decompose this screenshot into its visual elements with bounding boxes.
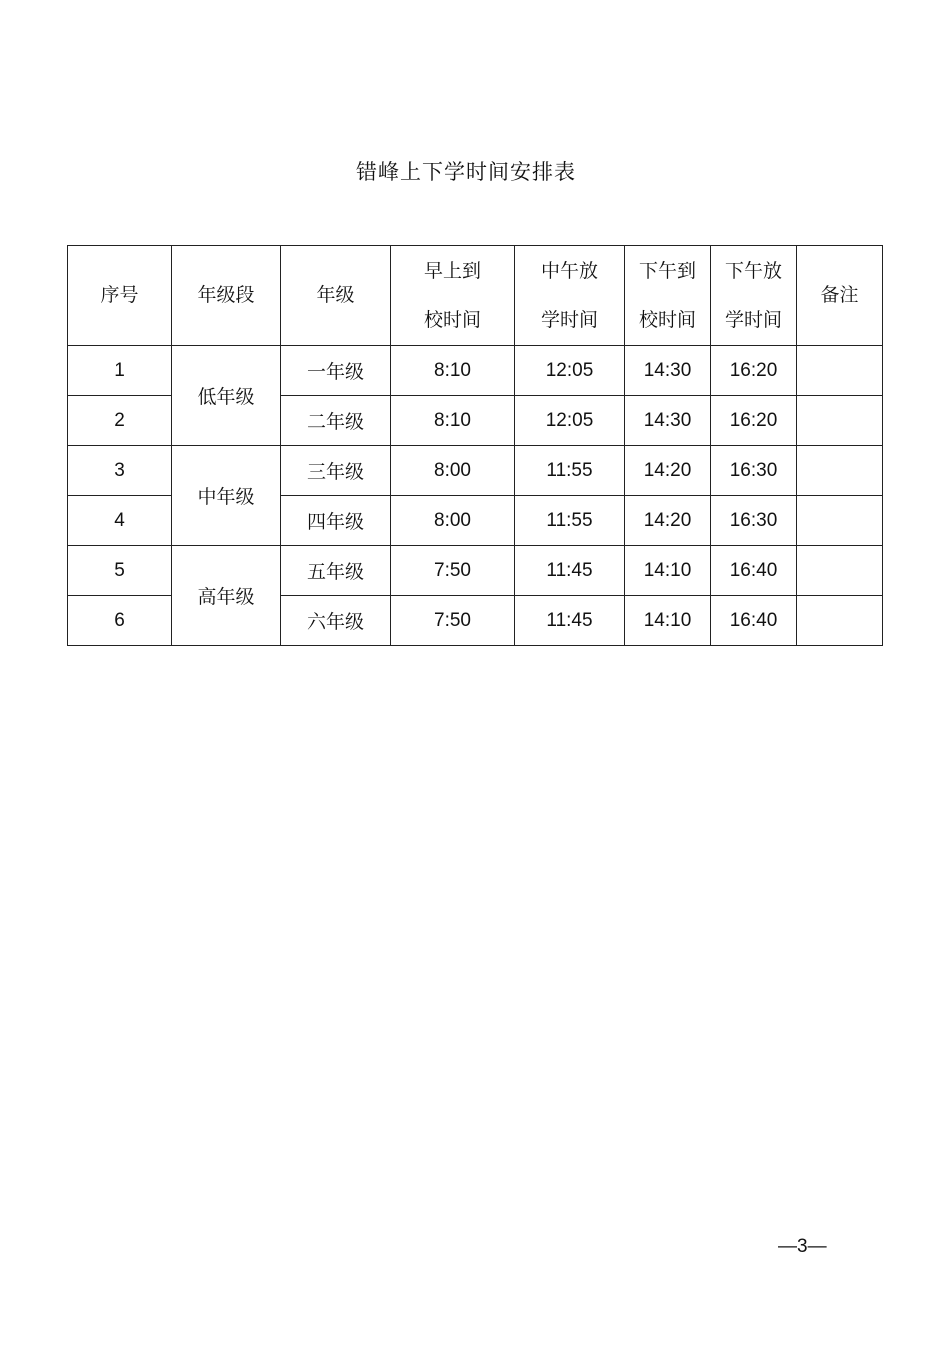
- afternoon-leave-cell: 16:20: [711, 346, 797, 396]
- morning-arrive-cell: 8:00: [391, 446, 515, 496]
- afternoon-arrive-cell: 14:20: [625, 496, 711, 546]
- seq-cell: 6: [68, 596, 172, 646]
- header-grade: 年级: [281, 246, 391, 346]
- note-cell: [797, 546, 883, 596]
- note-cell: [797, 596, 883, 646]
- morning-arrive-cell: 8:10: [391, 346, 515, 396]
- table-row: [68, 346, 883, 396]
- note-cell: [797, 496, 883, 546]
- grade-band-cell: 中年级: [172, 446, 281, 546]
- header-noon-leave: 中午放 学时间: [515, 246, 625, 346]
- table-row: [68, 546, 883, 596]
- table-row: [68, 446, 883, 496]
- morning-arrive-cell: 7:50: [391, 596, 515, 646]
- header-note: 备注: [797, 246, 883, 346]
- afternoon-leave-cell: 16:30: [711, 446, 797, 496]
- grade-cell: 二年级: [281, 396, 391, 446]
- grade-band-cell: 低年级: [172, 346, 281, 446]
- noon-leave-cell: 11:55: [515, 496, 625, 546]
- page-number: —3—: [778, 1236, 827, 1257]
- header-grade-band: 年级段: [172, 246, 281, 346]
- grade-cell: 六年级: [281, 596, 391, 646]
- schedule-table: [67, 245, 883, 646]
- afternoon-arrive-cell: 14:30: [625, 346, 711, 396]
- noon-leave-cell: 11:55: [515, 446, 625, 496]
- document-title: 错峰上下学时间安排表: [356, 160, 576, 184]
- noon-leave-cell: 11:45: [515, 546, 625, 596]
- grade-cell: 五年级: [281, 546, 391, 596]
- seq-cell: 4: [68, 496, 172, 546]
- afternoon-leave-cell: 16:20: [711, 396, 797, 446]
- afternoon-leave-cell: 16:40: [711, 546, 797, 596]
- seq-cell: 2: [68, 396, 172, 446]
- seq-cell: 3: [68, 446, 172, 496]
- noon-leave-cell: 12:05: [515, 346, 625, 396]
- morning-arrive-cell: 7:50: [391, 546, 515, 596]
- note-cell: [797, 346, 883, 396]
- morning-arrive-cell: 8:00: [391, 496, 515, 546]
- seq-cell: 1: [68, 346, 172, 396]
- header-seq: 序号: [68, 246, 172, 346]
- morning-arrive-cell: 8:10: [391, 396, 515, 446]
- afternoon-arrive-cell: 14:20: [625, 446, 711, 496]
- seq-cell: 5: [68, 546, 172, 596]
- noon-leave-cell: 12:05: [515, 396, 625, 446]
- grade-cell: 三年级: [281, 446, 391, 496]
- afternoon-arrive-cell: 14:10: [625, 546, 711, 596]
- header-row: [68, 246, 883, 346]
- note-cell: [797, 396, 883, 446]
- noon-leave-cell: 11:45: [515, 596, 625, 646]
- header-afternoon-arrive: 下午到 校时间: [625, 246, 711, 346]
- grade-cell: 一年级: [281, 346, 391, 396]
- header-morning-arrive: 早上到 校时间: [391, 246, 515, 346]
- grade-band-cell: 高年级: [172, 546, 281, 646]
- afternoon-leave-cell: 16:40: [711, 596, 797, 646]
- note-cell: [797, 446, 883, 496]
- afternoon-arrive-cell: 14:30: [625, 396, 711, 446]
- afternoon-arrive-cell: 14:10: [625, 596, 711, 646]
- header-afternoon-leave: 下午放 学时间: [711, 246, 797, 346]
- afternoon-leave-cell: 16:30: [711, 496, 797, 546]
- grade-cell: 四年级: [281, 496, 391, 546]
